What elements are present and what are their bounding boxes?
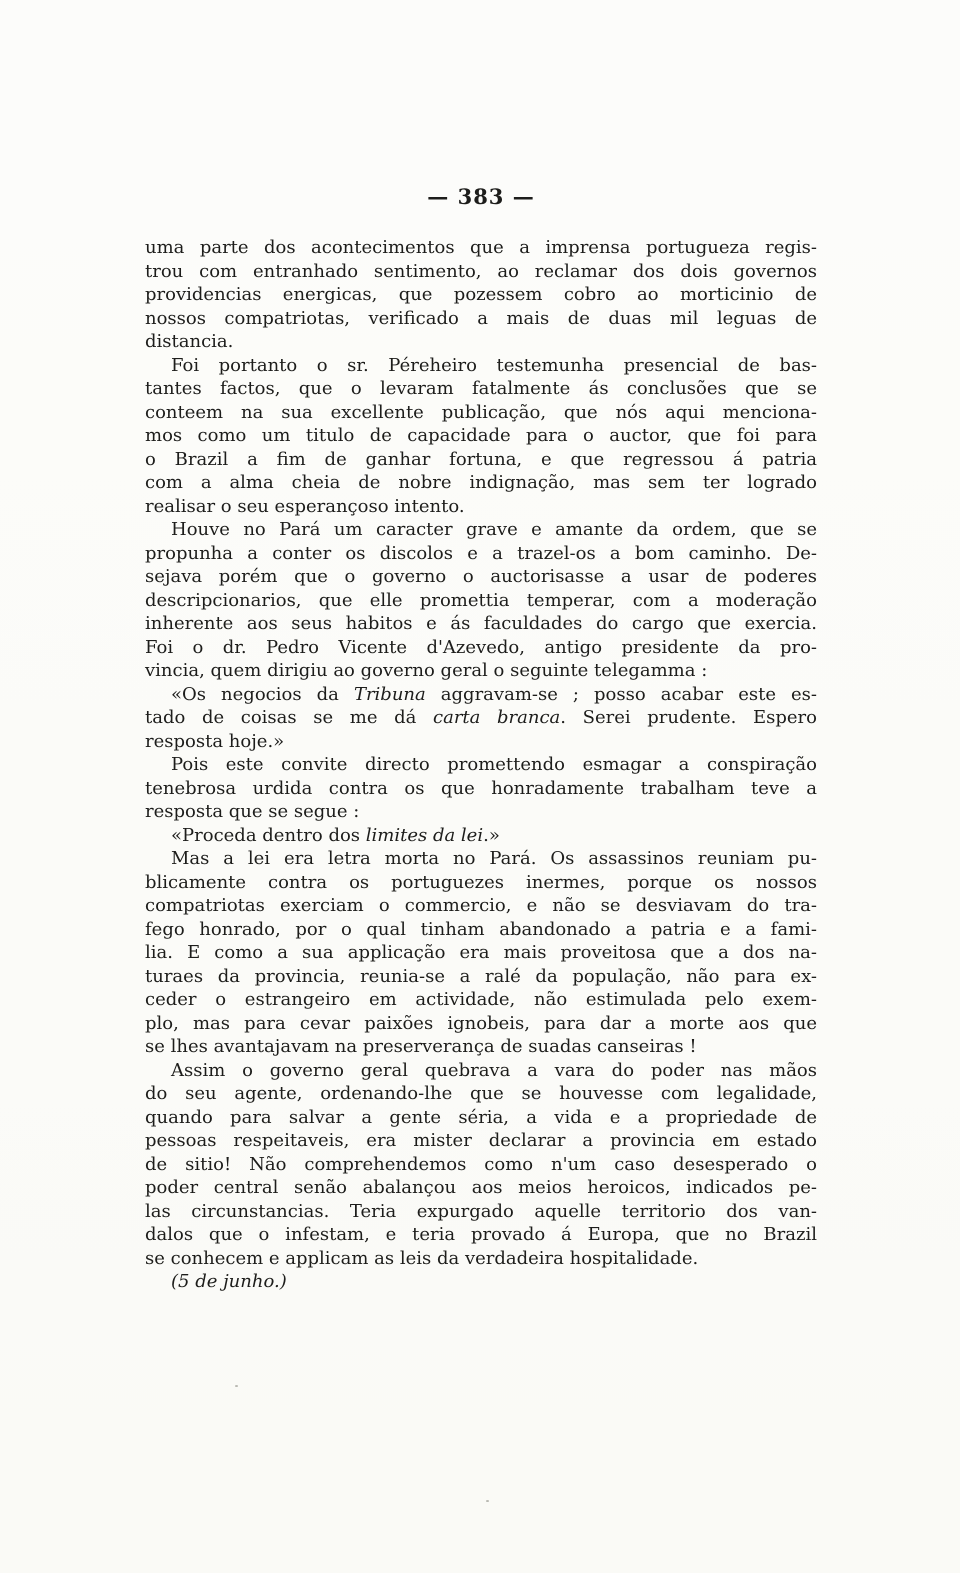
text-line: poder central senão abalançou aos meios heroicos, indicados pe- xyxy=(145,1177,817,1198)
text-line: turaes da provincia, reunia-se a ralé da população, não para ex- xyxy=(145,965,817,987)
text-line: realisar o seu esperançoso intento. xyxy=(145,495,465,517)
text-line: fego honrado, por o qual tinham abandonado a patria e a fami- xyxy=(145,918,817,940)
text-line: conteem na sua excellente publicação, que nós aqui menciona- xyxy=(145,401,817,423)
text-line: se conhecem e applicam as leis da verdadeira hospitalidade. xyxy=(145,1247,699,1269)
text-line: lia. E como a sua applicação era mais proveitosa que a dos na- xyxy=(145,942,817,963)
text-line: Mas a lei era letra morta no Pará. Os assassinos reuniam pu- xyxy=(171,848,817,869)
text-line: propunha a conter os discolos e a trazel-os a bom caminho. De- xyxy=(145,542,817,564)
text-line: las circunstancias. Teria expurgado aquelle territorio dos van- xyxy=(145,1200,817,1222)
text-line: Assim o governo geral quebrava a vara do poder nas mãos xyxy=(171,1059,817,1081)
text-line: pessoas respeitaveis, era mister declarar a provincia em estado xyxy=(145,1130,817,1151)
text-line: resposta que se segue : xyxy=(145,801,360,822)
text-line: inherente aos seus habitos e ás faculdades do cargo que exercia. xyxy=(145,613,817,634)
text-line: trou com entranhado sentimento, ao reclamar dos dois governos xyxy=(145,260,817,282)
text-line: com a alma cheia de nobre indignação, mas sem ter logrado xyxy=(145,472,817,493)
text-line: tenebrosa urdida contra os que honradamente trabalham teve a xyxy=(145,777,817,799)
text-line: quando para salvar a gente séria, a vida e a propriedade de xyxy=(145,1106,817,1128)
text-line: tantes factos, que o levaram fatalmente ás conclusões que se xyxy=(145,378,817,399)
scan-speck xyxy=(486,1500,489,1502)
text-line: tado de coisas se me dá carta branca. Serei prudente. Espero xyxy=(145,707,817,728)
text-line: Foi o dr. Pedro Vicente d'Azevedo, antigo presidente da pro- xyxy=(145,636,817,658)
text-line: o Brazil a fim de ganhar fortuna, e que regressou á patria xyxy=(145,448,817,470)
text-block xyxy=(145,236,817,1294)
text-line: providencias energicas, que pozessem cobro ao morticinio de xyxy=(145,284,817,305)
text-line: (5 de junho.) xyxy=(171,1271,287,1292)
text-line: compatriotas exerciam o commercio, e não se desviavam do tra- xyxy=(145,895,817,916)
scan-speck xyxy=(235,1385,238,1387)
text-line: blicamente contra os portuguezes inermes, porque os nossos xyxy=(145,871,817,893)
text-line: vincia, quem dirigiu ao governo geral o seguinte telegamma : xyxy=(145,660,708,681)
page-number: — 383 — xyxy=(427,184,535,209)
text-line: ceder o estrangeiro em actividade, não estimulada pelo exem- xyxy=(145,989,817,1010)
text-line: de sitio! Não comprehendemos como n'um caso desesperado o xyxy=(145,1153,817,1175)
text-line: nossos compatriotas, verificado a mais de duas mil leguas de xyxy=(145,307,817,329)
text-line: resposta hoje.» xyxy=(145,730,285,752)
text-line: plo, mas para cevar paixões ignobeis, para dar a morte aos que xyxy=(145,1012,817,1034)
text-line: uma parte dos acontecimentos que a imprensa portugueza regis- xyxy=(145,237,817,258)
text-line: «Os negocios da Tribuna aggravam-se ; posso acabar este es- xyxy=(171,683,817,705)
text-line: descripcionarios, que elle promettia temperar, com a moderação xyxy=(145,589,817,611)
text-line: mos como um titulo de capacidade para o auctor, que foi para xyxy=(145,425,817,446)
text-line: do seu agente, ordenando-lhe que se houvesse com legalidade, xyxy=(145,1083,817,1104)
text-line: Foi portanto o sr. Péreheiro testemunha presencial de bas- xyxy=(171,354,817,376)
text-line: dalos que o infestam, e teria provado á Europa, que no Brazil xyxy=(145,1224,817,1245)
text-line: «Proceda dentro dos limites da lei.» xyxy=(171,824,500,846)
text-line: sejava porém que o governo o auctorisasse a usar de poderes xyxy=(145,566,817,587)
text-line: distancia. xyxy=(145,331,234,352)
text-line: Houve no Pará um caracter grave e amante da ordem, que se xyxy=(171,519,817,540)
text-line: Pois este convite directo promettendo esmagar a conspiração xyxy=(171,754,817,775)
text-line: se lhes avantajavam na preserverança de suadas canseiras ! xyxy=(145,1036,697,1057)
